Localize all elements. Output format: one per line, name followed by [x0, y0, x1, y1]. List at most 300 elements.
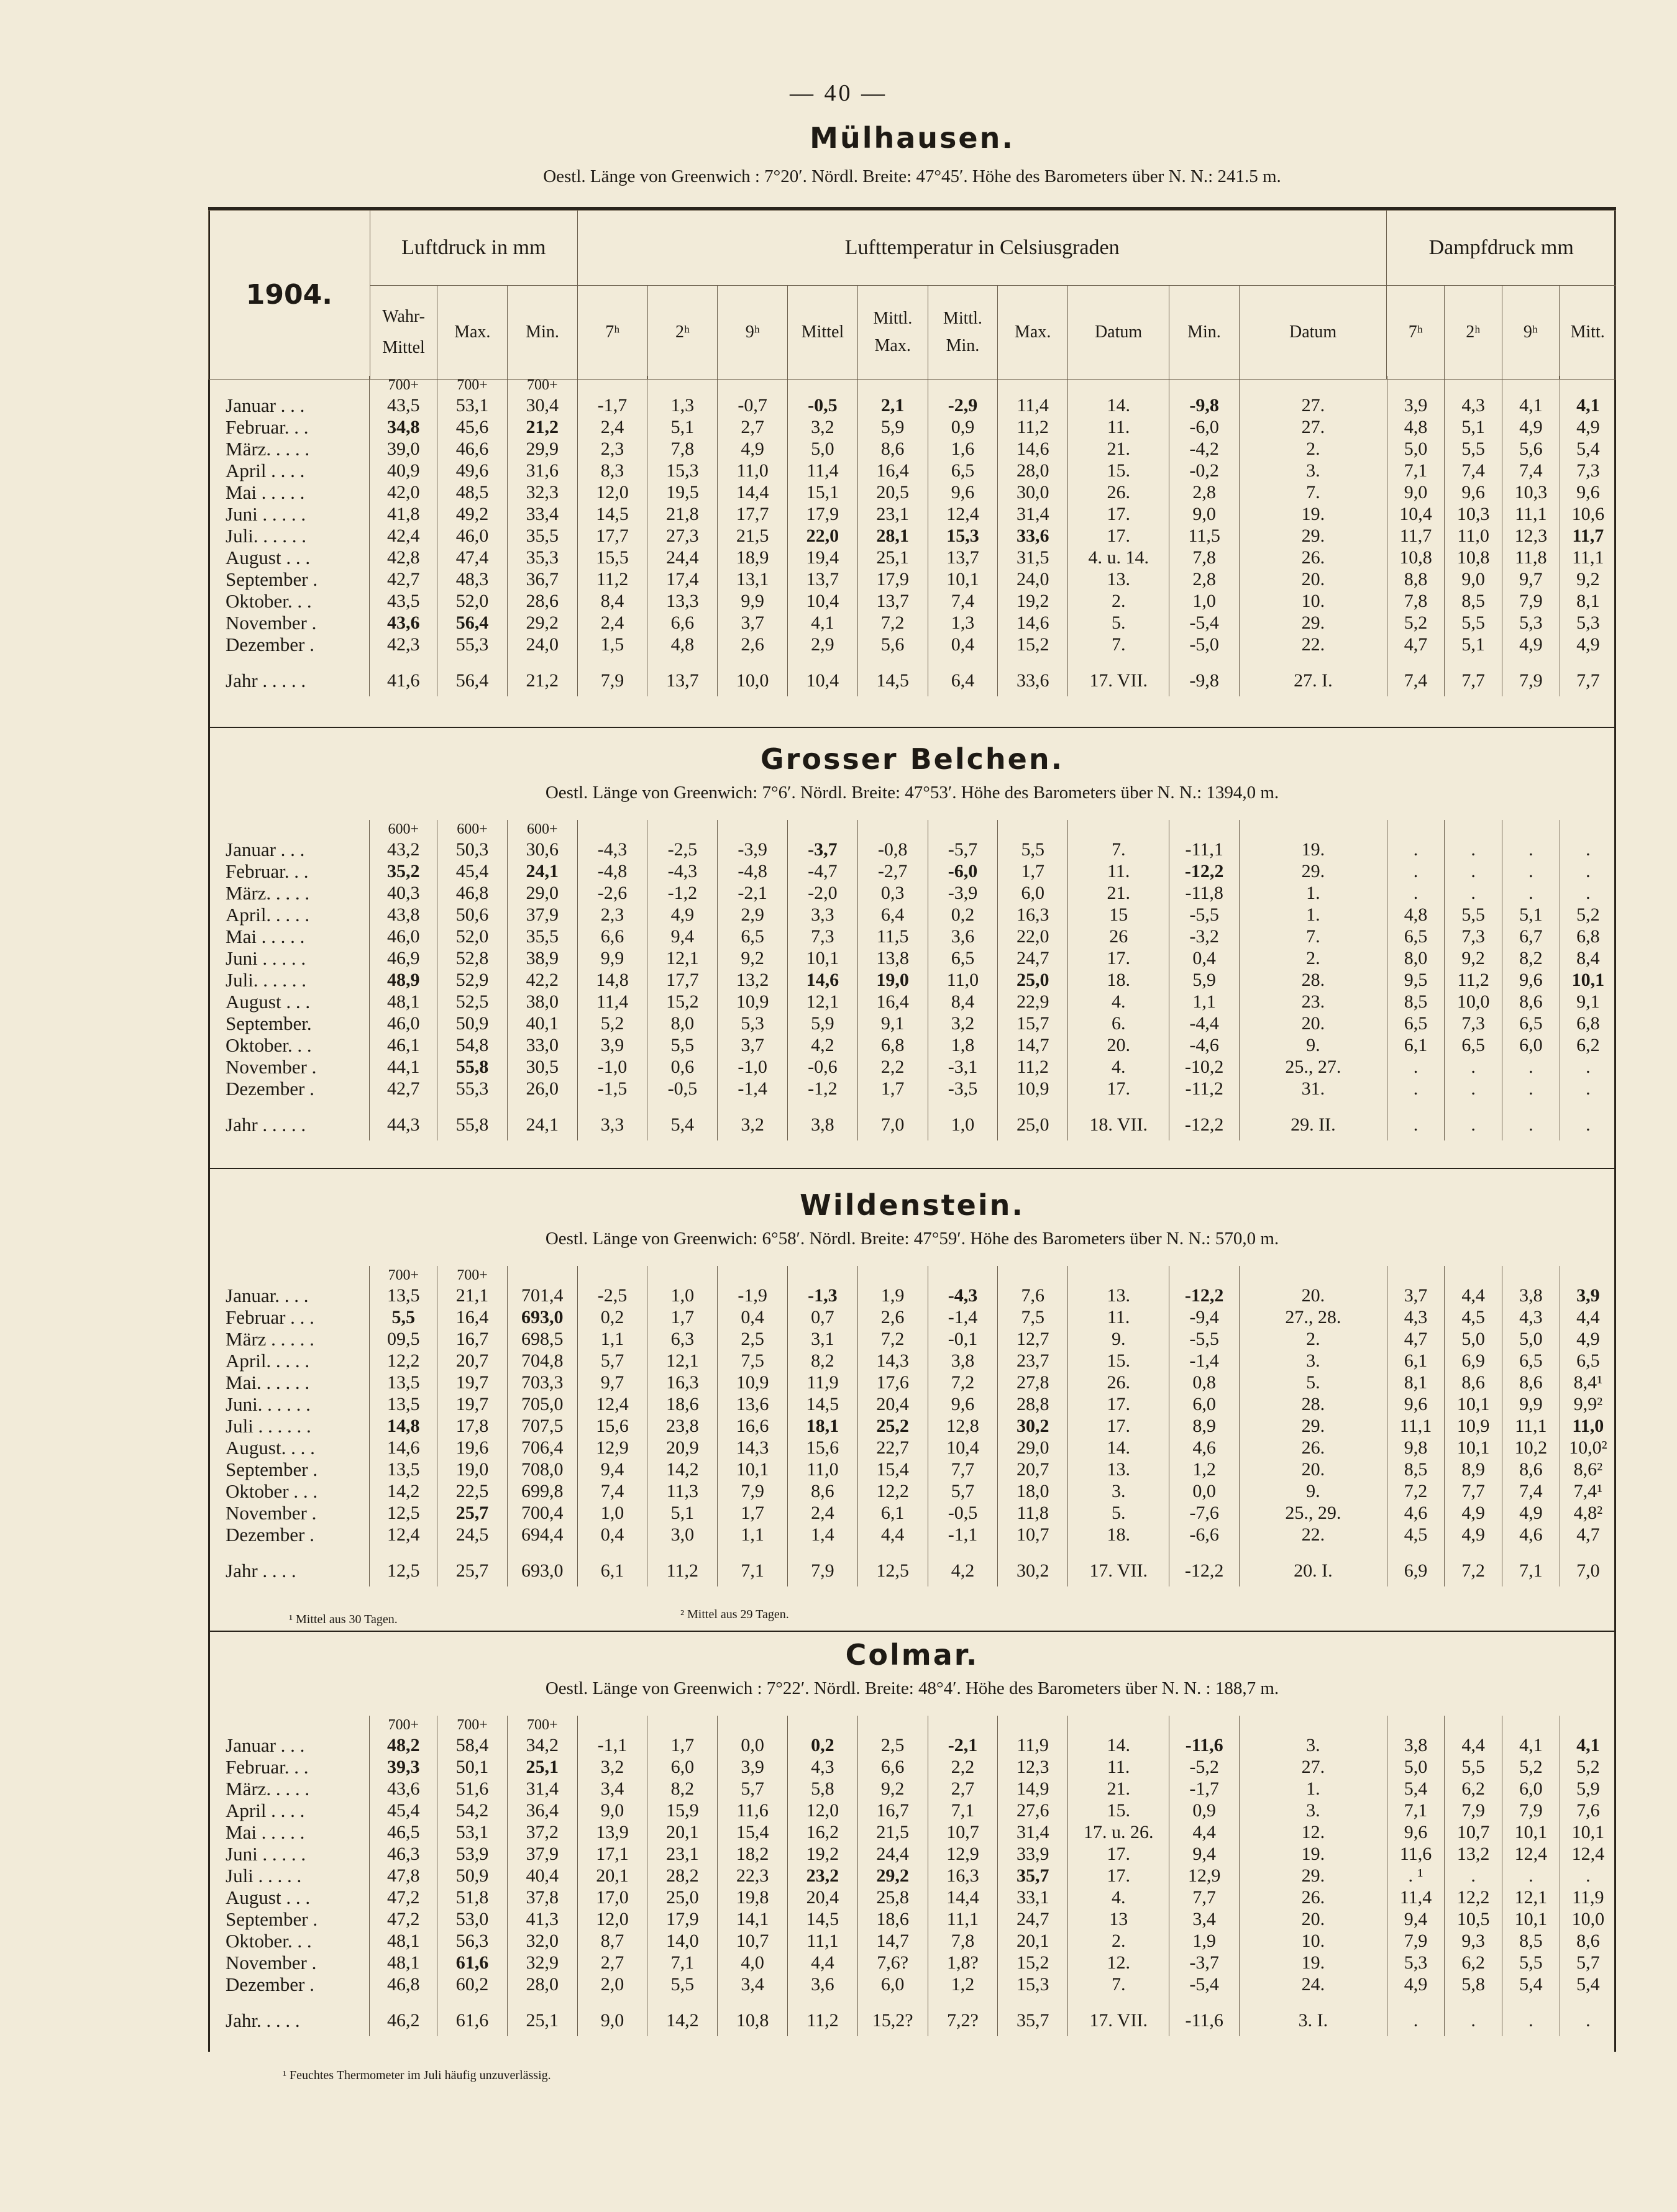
data-cell: 5,6 [1502, 438, 1560, 460]
header-min-pressure: Min. [508, 286, 578, 380]
data-cell: 38,0 [507, 991, 577, 1013]
spacer-cell [208, 376, 370, 394]
data-cell: 0,8 [1169, 1372, 1240, 1393]
footnote: ² Mittel aus 29 Tagen. [680, 1608, 789, 1621]
data-cell: 5,3 [718, 1013, 788, 1034]
data-cell: 4,9 [1560, 1328, 1616, 1350]
data-cell: 6,8 [1560, 1013, 1616, 1034]
table-row [208, 1778, 1616, 1800]
spacer-cell [370, 1545, 437, 1555]
table-row [208, 1756, 1616, 1778]
spacer-cell [1068, 820, 1169, 839]
data-cell: 29,2 [507, 612, 577, 634]
spacer-cell [1502, 820, 1560, 839]
spacer-cell [998, 1545, 1068, 1555]
spacer-cell [1169, 1716, 1240, 1734]
data-cell: 11. [1068, 1306, 1169, 1328]
data-cell: 18. [1068, 1524, 1169, 1545]
data-cell: 14,5 [788, 1393, 858, 1415]
data-cell: 2. [1068, 590, 1169, 612]
data-cell: 2,7 [718, 416, 788, 438]
data-cell: 7. [1068, 1973, 1169, 1995]
data-cell: 12,4 [370, 1524, 437, 1545]
data-cell: 50,6 [437, 904, 508, 926]
data-cell: 4,1 [1560, 1734, 1616, 1756]
data-cell: 3,7 [718, 612, 788, 634]
spacer-cell [928, 820, 998, 839]
spacer-cell [788, 655, 858, 665]
data-cell: 17,4 [647, 568, 718, 590]
spacer-cell [1169, 655, 1240, 665]
data-cell: 24,5 [437, 1524, 508, 1545]
data-cell: 12,9 [928, 1843, 998, 1865]
data-cell: 11,2 [788, 2005, 858, 2036]
data-cell: 6,8 [857, 1034, 928, 1056]
data-cell: 7,2 [928, 1372, 998, 1393]
data-cell: 5,3 [1560, 612, 1616, 634]
data-cell: 4,8² [1560, 1502, 1616, 1524]
table-row [208, 1502, 1616, 1524]
data-cell: 10,0 [718, 665, 788, 696]
table-row [208, 503, 1616, 525]
data-cell: 14. [1068, 1734, 1169, 1756]
station-table [208, 1716, 1616, 2036]
spacer-cell [718, 1099, 788, 1109]
data-cell: 8,4¹ [1560, 1372, 1616, 1393]
data-cell: . [1445, 1865, 1502, 1887]
data-cell: 5,4 [1560, 438, 1616, 460]
data-cell: 3,8 [788, 1109, 858, 1140]
data-cell: 8,6 [788, 1480, 858, 1502]
data-cell: 7,4 [577, 1480, 647, 1502]
data-cell: 7,5 [998, 1306, 1068, 1328]
data-cell: 1,2 [1169, 1459, 1240, 1480]
data-cell: 4. [1068, 1887, 1169, 1908]
data-cell: 45,4 [437, 860, 508, 882]
pressure-base-offset: 600+ [507, 820, 577, 839]
data-cell: . [1445, 860, 1502, 882]
data-cell: 7,7 [1560, 665, 1616, 696]
year-label-cell: Jahr. . . . . [226, 2009, 300, 2031]
data-cell: 48,1 [370, 1930, 437, 1952]
data-cell: 15,7 [998, 1013, 1068, 1034]
spacer-cell [1502, 376, 1560, 394]
data-cell: 20. [1240, 1908, 1387, 1930]
data-cell: 11,9 [1560, 1887, 1616, 1908]
data-cell: 36,4 [507, 1800, 577, 1821]
month-label: Januar. . . . [226, 1285, 309, 1306]
table-row [208, 882, 1616, 904]
month-label: Juni . . . . . [226, 947, 306, 969]
data-cell: 5. [1068, 612, 1169, 634]
spacer-cell [857, 1716, 928, 1734]
data-cell: 24,7 [998, 1908, 1068, 1930]
table-row [208, 1908, 1616, 1930]
section-divider [208, 727, 1616, 728]
data-cell: 29. [1240, 1865, 1387, 1887]
data-cell: 13,1 [718, 568, 788, 590]
data-cell: 27. [1240, 416, 1387, 438]
data-cell: 42,2 [507, 969, 577, 991]
spacer-row [208, 1099, 1616, 1109]
data-cell: 4. u. 14. [1068, 547, 1169, 568]
table-row [208, 1480, 1616, 1502]
data-cell: 9,0 [1387, 481, 1445, 503]
data-cell: 12,3 [998, 1756, 1068, 1778]
data-cell: 42,0 [370, 481, 437, 503]
data-cell: -1,2 [788, 1078, 858, 1099]
data-cell: 12,8 [928, 1415, 998, 1437]
data-cell: 28,2 [647, 1865, 718, 1887]
data-cell: 15,5 [577, 547, 647, 568]
data-cell: 6,2 [1445, 1778, 1502, 1800]
data-cell: 16,7 [857, 1800, 928, 1821]
data-cell: -2,6 [577, 882, 647, 904]
station-section [208, 1188, 1616, 1626]
header-dampf-9h: 9ʰ [1502, 286, 1560, 380]
data-cell: 1,6 [928, 438, 998, 460]
data-cell: 5. [1068, 1502, 1169, 1524]
data-cell: . [1502, 860, 1560, 882]
data-cell: 7,3 [1445, 926, 1502, 947]
data-cell: 14,6 [370, 1437, 437, 1459]
spacer-cell [1068, 1266, 1169, 1285]
data-cell: 10,1 [1445, 1437, 1502, 1459]
data-cell: 8,6 [1560, 1930, 1616, 1952]
spacer-cell [208, 1545, 370, 1555]
data-cell: 2. [1068, 1930, 1169, 1952]
spacer-cell [1560, 1545, 1616, 1555]
data-cell: 28,0 [998, 460, 1068, 481]
spacer-cell [788, 1099, 858, 1109]
data-cell: -0,2 [1169, 460, 1240, 481]
data-cell: 61,6 [437, 1952, 508, 1973]
spacer-cell [1240, 1716, 1387, 1734]
data-cell: 52,8 [437, 947, 508, 969]
data-cell: 5,2 [1560, 1756, 1616, 1778]
data-cell: 12,1 [788, 991, 858, 1013]
data-cell: 37,2 [507, 1821, 577, 1843]
data-cell: 31. [1240, 1078, 1387, 1099]
data-cell: 29. [1240, 525, 1387, 547]
data-cell: 1. [1240, 904, 1387, 926]
spacer-row [208, 1545, 1616, 1555]
data-cell: . [1502, 1056, 1560, 1078]
data-cell: -3,9 [718, 839, 788, 860]
spacer-cell [788, 376, 858, 394]
spacer-cell [998, 1995, 1068, 2005]
data-cell: . [1560, 839, 1616, 860]
table-row [208, 1821, 1616, 1843]
data-cell: 6,5 [1445, 1034, 1502, 1056]
data-cell: 25,0 [647, 1887, 718, 1908]
data-cell: 46,2 [370, 2005, 437, 2036]
data-cell: 10,8 [1387, 547, 1445, 568]
month-label: Juli . . . . . [226, 1865, 302, 1887]
data-cell: 9,6 [1560, 481, 1616, 503]
data-cell: 12,2 [370, 1350, 437, 1372]
data-cell: 20,4 [857, 1393, 928, 1415]
data-cell: 16,6 [718, 1415, 788, 1437]
spacer-cell [507, 1099, 577, 1109]
header-9h: 9ʰ [718, 286, 788, 380]
data-cell: 16,7 [437, 1328, 508, 1350]
data-cell: 2,8 [1169, 568, 1240, 590]
data-cell: 48,2 [370, 1734, 437, 1756]
data-cell: 5,0 [788, 438, 858, 460]
data-cell: 0,6 [647, 1056, 718, 1078]
data-cell: 43,5 [370, 394, 437, 416]
spacer-cell [1387, 820, 1445, 839]
station-title: Grosser Belchen. [760, 742, 1064, 776]
data-cell: 5,2 [1387, 612, 1445, 634]
data-cell: 42,3 [370, 634, 437, 655]
data-cell: 29. [1240, 860, 1387, 882]
data-cell: 15,9 [647, 1800, 718, 1821]
data-cell: 5,7 [928, 1480, 998, 1502]
data-cell: 18. VII. [1068, 1109, 1169, 1140]
data-cell: 39,0 [370, 438, 437, 460]
data-cell: . [1560, 1109, 1616, 1140]
data-cell: 31,5 [998, 547, 1068, 568]
data-cell: 13,7 [928, 547, 998, 568]
month-label: August . . . [226, 547, 311, 568]
data-cell: 11,9 [788, 1372, 858, 1393]
data-cell: 8,6 [857, 438, 928, 460]
data-cell: -1,0 [577, 1056, 647, 1078]
month-label: Mai . . . . . [226, 1821, 305, 1843]
data-cell: 4,8 [1387, 904, 1445, 926]
data-cell: 14,8 [370, 1415, 437, 1437]
month-label: Juli . . . . . . [226, 1415, 311, 1437]
data-cell: 3,4 [718, 1973, 788, 1995]
data-cell: 17,7 [718, 503, 788, 525]
data-cell: 50,9 [437, 1865, 508, 1887]
data-cell: 8,6 [1502, 1459, 1560, 1480]
data-cell: 3,9 [577, 1034, 647, 1056]
data-cell: 28,8 [998, 1393, 1068, 1415]
month-label: September. [226, 1013, 312, 1034]
data-cell: 2,5 [857, 1734, 928, 1756]
spacer-cell [1240, 655, 1387, 665]
data-cell: 26. [1068, 481, 1169, 503]
data-cell: 2,3 [577, 438, 647, 460]
data-cell: . [1387, 1078, 1445, 1099]
data-cell: 6,1 [857, 1502, 928, 1524]
spacer-cell [1387, 1545, 1445, 1555]
data-cell: 1,7 [647, 1306, 718, 1328]
data-cell: 8,2 [1502, 947, 1560, 969]
data-cell: 9,8 [1387, 1437, 1445, 1459]
pressure-base-offset: 700+ [370, 1716, 437, 1734]
data-cell: 11,0 [1560, 1415, 1616, 1437]
data-cell: 13,5 [370, 1393, 437, 1415]
data-cell: 26. [1240, 1437, 1387, 1459]
data-cell: 3,1 [788, 1328, 858, 1350]
data-cell: 4,7 [1387, 634, 1445, 655]
data-cell: 7,4 [1502, 460, 1560, 481]
data-cell: 1,7 [998, 860, 1068, 882]
data-cell: 7,9 [1502, 665, 1560, 696]
data-cell: 7,1 [1387, 460, 1445, 481]
data-cell: 14,3 [857, 1350, 928, 1372]
data-cell: 41,8 [370, 503, 437, 525]
data-cell: 44,3 [370, 1109, 437, 1140]
data-cell: 10,1 [1502, 1821, 1560, 1843]
data-cell: 20. [1240, 1013, 1387, 1034]
data-cell: 694,4 [507, 1524, 577, 1545]
data-cell: . [1560, 882, 1616, 904]
data-cell: . [1560, 2005, 1616, 2036]
data-cell: 12,0 [788, 1800, 858, 1821]
data-cell: 0,3 [857, 882, 928, 904]
data-cell: 35,5 [507, 525, 577, 547]
year-label-cell: Jahr . . . . [226, 1560, 296, 1582]
data-cell: 42,4 [370, 525, 437, 547]
data-cell: 19. [1240, 1952, 1387, 1973]
data-cell: -2,5 [647, 839, 718, 860]
data-cell: 20,9 [647, 1437, 718, 1459]
data-cell: 13,2 [1445, 1843, 1502, 1865]
pressure-base-offset: 600+ [437, 820, 508, 839]
data-cell: 24,0 [998, 568, 1068, 590]
data-cell: 5,1 [1445, 634, 1502, 655]
data-cell: 21,2 [507, 665, 577, 696]
month-label: November . [226, 1056, 317, 1078]
data-cell: -10,2 [1169, 1056, 1240, 1078]
data-cell: 4,0 [718, 1952, 788, 1973]
data-cell: 0,2 [788, 1734, 858, 1756]
data-cell: 8,5 [1502, 1930, 1560, 1952]
month-label: Februar. . . [226, 1756, 309, 1778]
data-cell: -3,5 [928, 1078, 998, 1099]
data-cell: 16,4 [437, 1306, 508, 1328]
spacer-cell [928, 376, 998, 394]
data-cell: 4,5 [1387, 1524, 1445, 1545]
data-cell: 56,4 [437, 665, 508, 696]
data-cell: 18,6 [857, 1908, 928, 1930]
data-cell: 6,5 [1387, 1013, 1445, 1034]
table-row [208, 1034, 1616, 1056]
data-cell: 43,6 [370, 612, 437, 634]
data-cell: 19,8 [718, 1887, 788, 1908]
data-cell: 5,8 [788, 1778, 858, 1800]
table-row [208, 547, 1616, 568]
data-cell: 2,7 [928, 1778, 998, 1800]
spacer-cell [1445, 1995, 1502, 2005]
data-cell: 4,9 [1560, 416, 1616, 438]
year-total-row [208, 1555, 1616, 1586]
spacer-cell [718, 655, 788, 665]
spacer-cell [1387, 1995, 1445, 2005]
data-cell: -0,5 [928, 1502, 998, 1524]
data-cell: 18,6 [647, 1393, 718, 1415]
data-cell: 3,6 [788, 1973, 858, 1995]
table-row [208, 904, 1616, 926]
data-cell: 5,9 [1560, 1778, 1616, 1800]
data-cell: 2. [1240, 947, 1387, 969]
spacer-cell [370, 1995, 437, 2005]
data-cell: 1. [1240, 1778, 1387, 1800]
month-label: November . [226, 612, 317, 634]
data-cell: . [1387, 839, 1445, 860]
month-label: März . . . . . [226, 1328, 314, 1350]
data-cell: -5,4 [1169, 1973, 1240, 1995]
data-cell: 4,1 [1560, 394, 1616, 416]
data-cell: 16,4 [857, 460, 928, 481]
data-cell: 21,5 [718, 525, 788, 547]
station-table [208, 376, 1616, 696]
data-cell: 7,1 [1502, 1555, 1560, 1586]
data-cell: -1,5 [577, 1078, 647, 1099]
data-cell: 7. [1068, 634, 1169, 655]
station-section [208, 742, 1616, 1168]
data-cell: 15,2 [647, 991, 718, 1013]
data-cell: 30,6 [507, 839, 577, 860]
data-cell: 5,9 [857, 416, 928, 438]
spacer-cell [1502, 1716, 1560, 1734]
data-cell: -0,1 [928, 1328, 998, 1350]
section-divider [208, 1168, 1616, 1169]
data-cell: 15,4 [857, 1459, 928, 1480]
data-cell: . [1445, 1109, 1502, 1140]
header-2h: 2ʰ [647, 286, 718, 380]
spacer-cell [788, 1716, 858, 1734]
data-cell: 14,8 [577, 969, 647, 991]
data-cell: 8,7 [577, 1930, 647, 1952]
data-cell: 6,8 [1560, 926, 1616, 947]
month-label: Oktober. . . [226, 1034, 312, 1056]
data-cell: 9,6 [1387, 1821, 1445, 1843]
spacer-cell [857, 1995, 928, 2005]
spacer-cell [857, 1266, 928, 1285]
data-cell: 1,0 [928, 1109, 998, 1140]
data-cell: 14. [1068, 394, 1169, 416]
data-cell: 705,0 [507, 1393, 577, 1415]
data-cell: 5,7 [1560, 1952, 1616, 1973]
table-row [208, 460, 1616, 481]
data-cell: 45,4 [370, 1800, 437, 1821]
data-cell: 7,1 [1387, 1800, 1445, 1821]
data-cell: 14,4 [928, 1887, 998, 1908]
data-cell: 24,4 [647, 547, 718, 568]
pressure-base-offset [507, 1266, 577, 1285]
data-cell: . [1560, 1056, 1616, 1078]
data-cell: 32,0 [507, 1930, 577, 1952]
data-cell: 3,3 [788, 904, 858, 926]
data-cell: -3,7 [788, 839, 858, 860]
data-cell: 8,6² [1560, 1459, 1616, 1480]
year-total-row [208, 665, 1616, 696]
data-cell: 9,4 [647, 926, 718, 947]
data-cell: 2,2 [857, 1056, 928, 1078]
data-cell: . [1502, 839, 1560, 860]
data-cell: 2,3 [577, 904, 647, 926]
data-cell: 16,3 [647, 1372, 718, 1393]
spacer-cell [1169, 820, 1240, 839]
data-cell: 37,9 [507, 1843, 577, 1865]
month-label: April . . . . [226, 1800, 305, 1821]
station-table [208, 820, 1616, 1140]
data-cell: 0,9 [928, 416, 998, 438]
data-cell: -11,1 [1169, 839, 1240, 860]
data-cell: 56,3 [437, 1930, 508, 1952]
data-cell: 5,8 [1445, 1973, 1502, 1995]
data-cell: 24,0 [507, 634, 577, 655]
data-cell: 9,9² [1560, 1393, 1616, 1415]
data-cell: 47,2 [370, 1908, 437, 1930]
data-cell: 1,0 [647, 1285, 718, 1306]
